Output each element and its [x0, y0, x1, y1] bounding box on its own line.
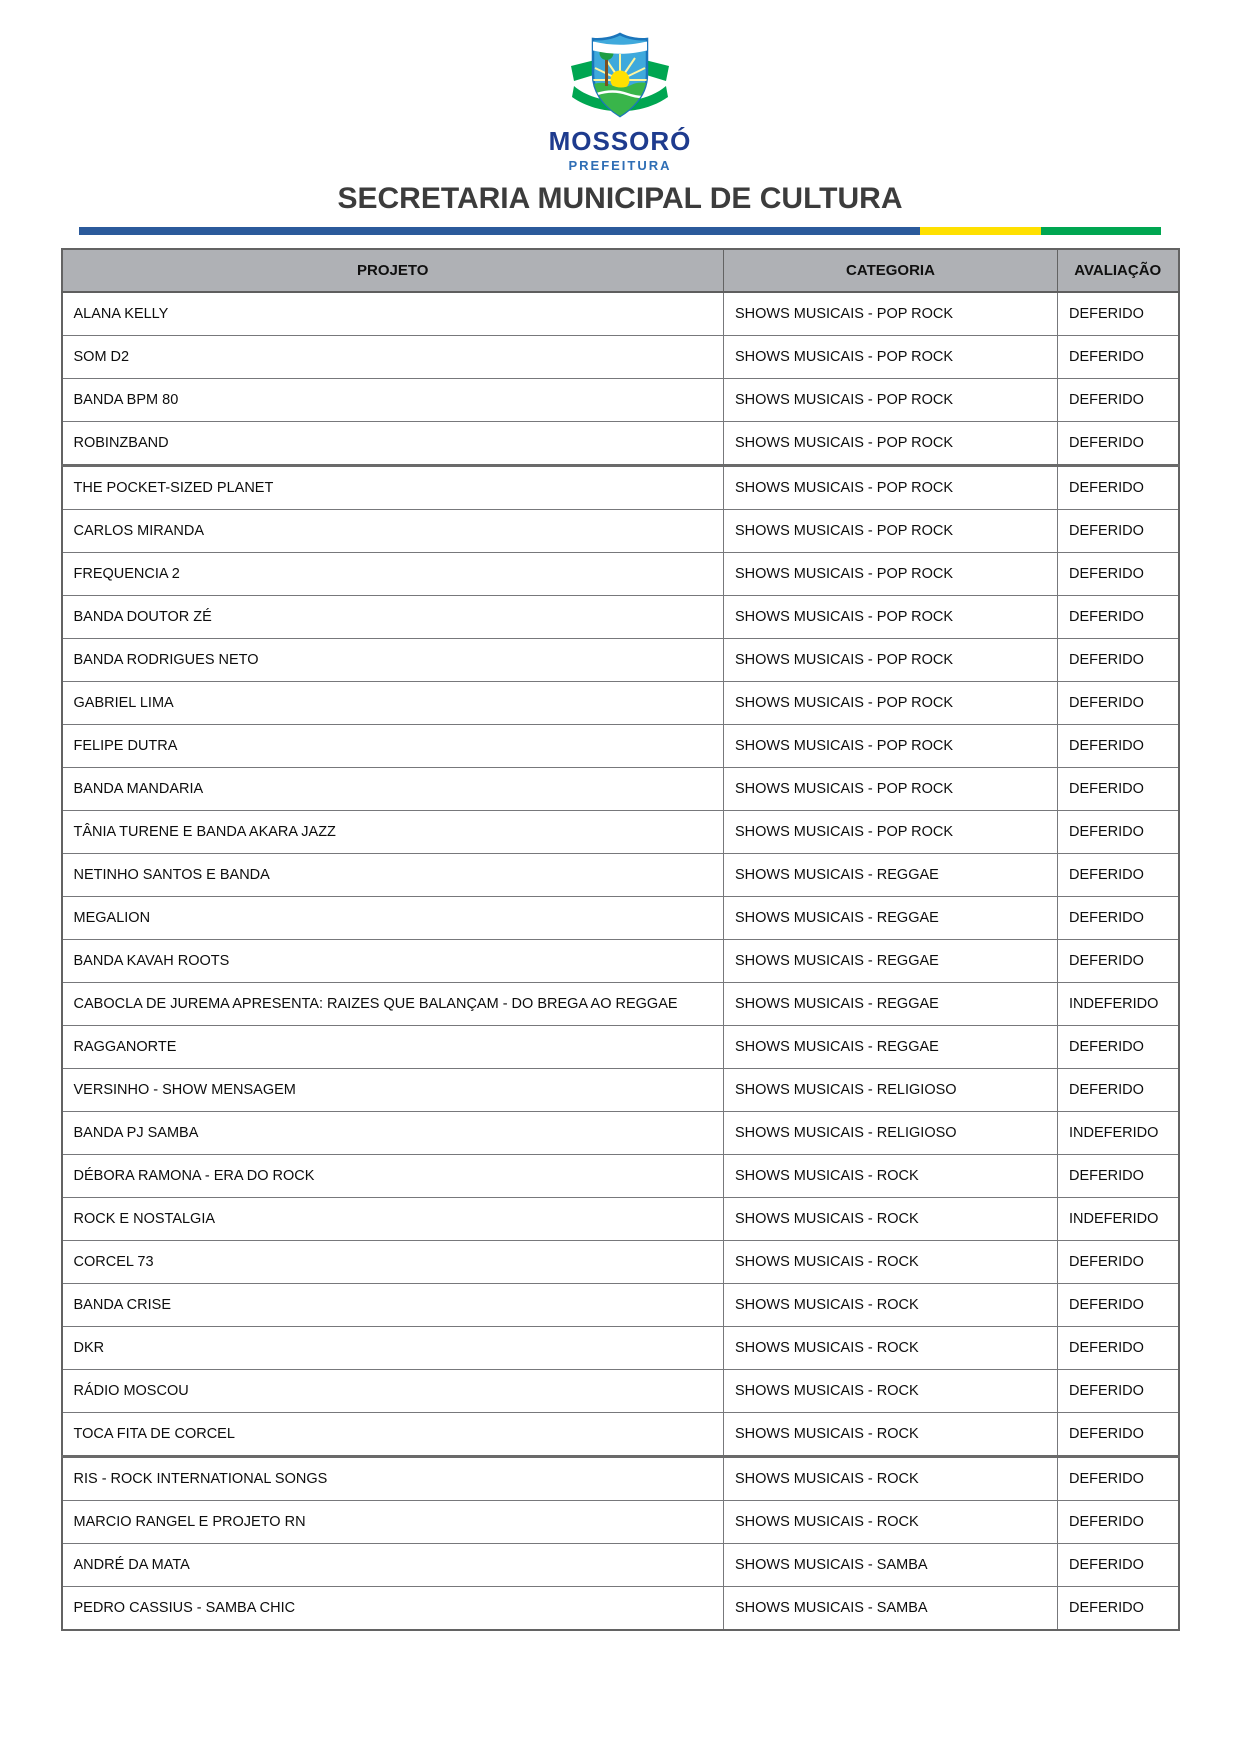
cell-avaliacao: DEFERIDO: [1058, 553, 1179, 596]
cell-projeto: RAGGANORTE: [62, 1026, 724, 1069]
page-title: SECRETARIA MUNICIPAL DE CULTURA: [337, 182, 903, 215]
document-header: [0, 0, 1240, 235]
cell-categoria: SHOWS MUSICAIS - POP ROCK: [724, 811, 1058, 854]
cell-categoria: SHOWS MUSICAIS - REGGAE: [724, 1026, 1058, 1069]
table-row: [62, 1155, 1179, 1198]
cell-avaliacao: DEFERIDO: [1058, 1026, 1179, 1069]
cell-avaliacao: DEFERIDO: [1058, 422, 1179, 466]
table-row: [62, 292, 1179, 336]
cell-avaliacao: DEFERIDO: [1058, 1587, 1179, 1631]
cell-projeto: ANDRÉ DA MATA: [62, 1544, 724, 1587]
cell-projeto: ROBINZBAND: [62, 422, 724, 466]
city-crest: [0, 30, 1240, 122]
cell-projeto: PEDRO CASSIUS - SAMBA CHIC: [62, 1587, 724, 1631]
cell-projeto: BANDA DOUTOR ZÉ: [62, 596, 724, 639]
projects-table: [61, 248, 1180, 1631]
cell-avaliacao: DEFERIDO: [1058, 940, 1179, 983]
cell-categoria: SHOWS MUSICAIS - ROCK: [724, 1327, 1058, 1370]
cell-projeto: CABOCLA DE JUREMA APRESENTA: RAIZES QUE BALANÇAM - DO BREGA AO REGGAE: [62, 983, 724, 1026]
logo-city-name: MOSSORÓ: [548, 126, 692, 156]
table-row: [62, 553, 1179, 596]
cell-categoria: SHOWS MUSICAIS - ROCK: [724, 1284, 1058, 1327]
projects-table-body: [62, 292, 1179, 1630]
table-row: [62, 897, 1179, 940]
cell-categoria: SHOWS MUSICAIS - ROCK: [724, 1155, 1058, 1198]
table-row: [62, 725, 1179, 768]
cell-projeto: MARCIO RANGEL E PROJETO RN: [62, 1501, 724, 1544]
cell-projeto: DKR: [62, 1327, 724, 1370]
table-row: [62, 768, 1179, 811]
table-row: [62, 336, 1179, 379]
cell-projeto: BANDA RODRIGUES NETO: [62, 639, 724, 682]
table-row: [62, 1069, 1179, 1112]
cell-avaliacao: DEFERIDO: [1058, 336, 1179, 379]
cell-avaliacao: INDEFERIDO: [1058, 1198, 1179, 1241]
cell-projeto: RIS - ROCK INTERNATIONAL SONGS: [62, 1457, 724, 1501]
cell-avaliacao: DEFERIDO: [1058, 1241, 1179, 1284]
table-row: [62, 811, 1179, 854]
cell-avaliacao: DEFERIDO: [1058, 1413, 1179, 1457]
cell-categoria: SHOWS MUSICAIS - POP ROCK: [724, 379, 1058, 422]
cell-categoria: SHOWS MUSICAIS - POP ROCK: [724, 682, 1058, 725]
projects-table-head: [62, 249, 1179, 292]
table-row: [62, 639, 1179, 682]
cell-categoria: SHOWS MUSICAIS - RELIGIOSO: [724, 1069, 1058, 1112]
cell-projeto: BANDA CRISE: [62, 1284, 724, 1327]
cell-projeto: BANDA KAVAH ROOTS: [62, 940, 724, 983]
cell-avaliacao: DEFERIDO: [1058, 854, 1179, 897]
table-row: [62, 1413, 1179, 1457]
table-row: [62, 983, 1179, 1026]
table-row: [62, 1284, 1179, 1327]
cell-projeto: RÁDIO MOSCOU: [62, 1370, 724, 1413]
cell-avaliacao: DEFERIDO: [1058, 811, 1179, 854]
cell-avaliacao: DEFERIDO: [1058, 1327, 1179, 1370]
table-row: [62, 682, 1179, 725]
cell-categoria: SHOWS MUSICAIS - ROCK: [724, 1241, 1058, 1284]
table-row: [62, 1501, 1179, 1544]
table-row: [62, 1544, 1179, 1587]
cell-avaliacao: DEFERIDO: [1058, 1501, 1179, 1544]
cell-categoria: SHOWS MUSICAIS - REGGAE: [724, 897, 1058, 940]
cell-projeto: GABRIEL LIMA: [62, 682, 724, 725]
cell-avaliacao: DEFERIDO: [1058, 1069, 1179, 1112]
tricolor-divider: [79, 227, 1162, 235]
cell-categoria: SHOWS MUSICAIS - POP ROCK: [724, 336, 1058, 379]
cell-categoria: SHOWS MUSICAIS - POP ROCK: [724, 510, 1058, 553]
table-row: [62, 1587, 1179, 1631]
cell-avaliacao: DEFERIDO: [1058, 768, 1179, 811]
table-row: [62, 1370, 1179, 1413]
cell-projeto: DÉBORA RAMONA - ERA DO ROCK: [62, 1155, 724, 1198]
cell-categoria: SHOWS MUSICAIS - ROCK: [724, 1370, 1058, 1413]
table-row: [62, 1198, 1179, 1241]
table-row: [62, 1327, 1179, 1370]
divider-blue-segment: [79, 227, 920, 235]
table-row: [62, 854, 1179, 897]
cell-categoria: SHOWS MUSICAIS - ROCK: [724, 1413, 1058, 1457]
cell-avaliacao: DEFERIDO: [1058, 379, 1179, 422]
cell-categoria: SHOWS MUSICAIS - REGGAE: [724, 983, 1058, 1026]
table-row: [62, 596, 1179, 639]
cell-projeto: BANDA MANDARIA: [62, 768, 724, 811]
cell-projeto: CORCEL 73: [62, 1241, 724, 1284]
table-row: [62, 379, 1179, 422]
crest-tree-trunk: [605, 56, 608, 86]
table-row: [62, 1026, 1179, 1069]
table-row: [62, 510, 1179, 553]
cell-categoria: SHOWS MUSICAIS - ROCK: [724, 1457, 1058, 1501]
cell-projeto: MEGALION: [62, 897, 724, 940]
cell-projeto: VERSINHO - SHOW MENSAGEM: [62, 1069, 724, 1112]
table-row: [62, 940, 1179, 983]
cell-categoria: SHOWS MUSICAIS - SAMBA: [724, 1544, 1058, 1587]
cell-avaliacao: DEFERIDO: [1058, 639, 1179, 682]
cell-avaliacao: DEFERIDO: [1058, 682, 1179, 725]
table-row: [62, 1241, 1179, 1284]
column-header-avaliacao: AVALIAÇÃO: [1058, 249, 1179, 292]
column-header-projeto: PROJETO: [62, 249, 724, 292]
cell-projeto: TOCA FITA DE CORCEL: [62, 1413, 724, 1457]
cell-projeto: SOM D2: [62, 336, 724, 379]
divider-green-segment: [1041, 227, 1161, 235]
cell-categoria: SHOWS MUSICAIS - ROCK: [724, 1501, 1058, 1544]
divider-yellow-segment: [920, 227, 1041, 235]
cell-projeto: CARLOS MIRANDA: [62, 510, 724, 553]
cell-projeto: FELIPE DUTRA: [62, 725, 724, 768]
cell-categoria: SHOWS MUSICAIS - POP ROCK: [724, 596, 1058, 639]
cell-categoria: SHOWS MUSICAIS - SAMBA: [724, 1587, 1058, 1631]
cell-avaliacao: DEFERIDO: [1058, 510, 1179, 553]
cell-avaliacao: DEFERIDO: [1058, 1284, 1179, 1327]
cell-projeto: ALANA KELLY: [62, 292, 724, 336]
table-row: [62, 422, 1179, 466]
cell-projeto: ROCK E NOSTALGIA: [62, 1198, 724, 1241]
cell-categoria: SHOWS MUSICAIS - POP ROCK: [724, 422, 1058, 466]
cell-categoria: SHOWS MUSICAIS - ROCK: [724, 1198, 1058, 1241]
table-row: [62, 1112, 1179, 1155]
column-header-categoria: CATEGORIA: [724, 249, 1058, 292]
cell-categoria: SHOWS MUSICAIS - RELIGIOSO: [724, 1112, 1058, 1155]
cell-categoria: SHOWS MUSICAIS - POP ROCK: [724, 553, 1058, 596]
cell-avaliacao: DEFERIDO: [1058, 1370, 1179, 1413]
cell-avaliacao: DEFERIDO: [1058, 1155, 1179, 1198]
cell-categoria: SHOWS MUSICAIS - POP ROCK: [724, 725, 1058, 768]
cell-categoria: SHOWS MUSICAIS - REGGAE: [724, 854, 1058, 897]
cell-categoria: SHOWS MUSICAIS - POP ROCK: [724, 639, 1058, 682]
cell-projeto: FREQUENCIA 2: [62, 553, 724, 596]
cell-avaliacao: DEFERIDO: [1058, 1457, 1179, 1501]
cell-avaliacao: DEFERIDO: [1058, 292, 1179, 336]
cell-projeto: BANDA BPM 80: [62, 379, 724, 422]
cell-categoria: SHOWS MUSICAIS - REGGAE: [724, 940, 1058, 983]
cell-avaliacao: DEFERIDO: [1058, 725, 1179, 768]
cell-avaliacao: DEFERIDO: [1058, 466, 1179, 510]
cell-avaliacao: INDEFERIDO: [1058, 983, 1179, 1026]
cell-categoria: SHOWS MUSICAIS - POP ROCK: [724, 292, 1058, 336]
mossoro-crest-logo: [561, 30, 679, 122]
cell-avaliacao: DEFERIDO: [1058, 1544, 1179, 1587]
header-row: [62, 249, 1179, 292]
cell-avaliacao: INDEFERIDO: [1058, 1112, 1179, 1155]
cell-avaliacao: DEFERIDO: [1058, 596, 1179, 639]
table-row: [62, 1457, 1179, 1501]
cell-categoria: SHOWS MUSICAIS - POP ROCK: [724, 466, 1058, 510]
cell-projeto: BANDA PJ SAMBA: [62, 1112, 724, 1155]
cell-avaliacao: DEFERIDO: [1058, 897, 1179, 940]
cell-projeto: NETINHO SANTOS E BANDA: [62, 854, 724, 897]
cell-projeto: TÂNIA TURENE E BANDA AKARA JAZZ: [62, 811, 724, 854]
cell-categoria: SHOWS MUSICAIS - POP ROCK: [724, 768, 1058, 811]
logo-subtitle: PREFEITURA: [568, 158, 672, 173]
cell-projeto: THE POCKET-SIZED PLANET: [62, 466, 724, 510]
table-row: [62, 466, 1179, 510]
